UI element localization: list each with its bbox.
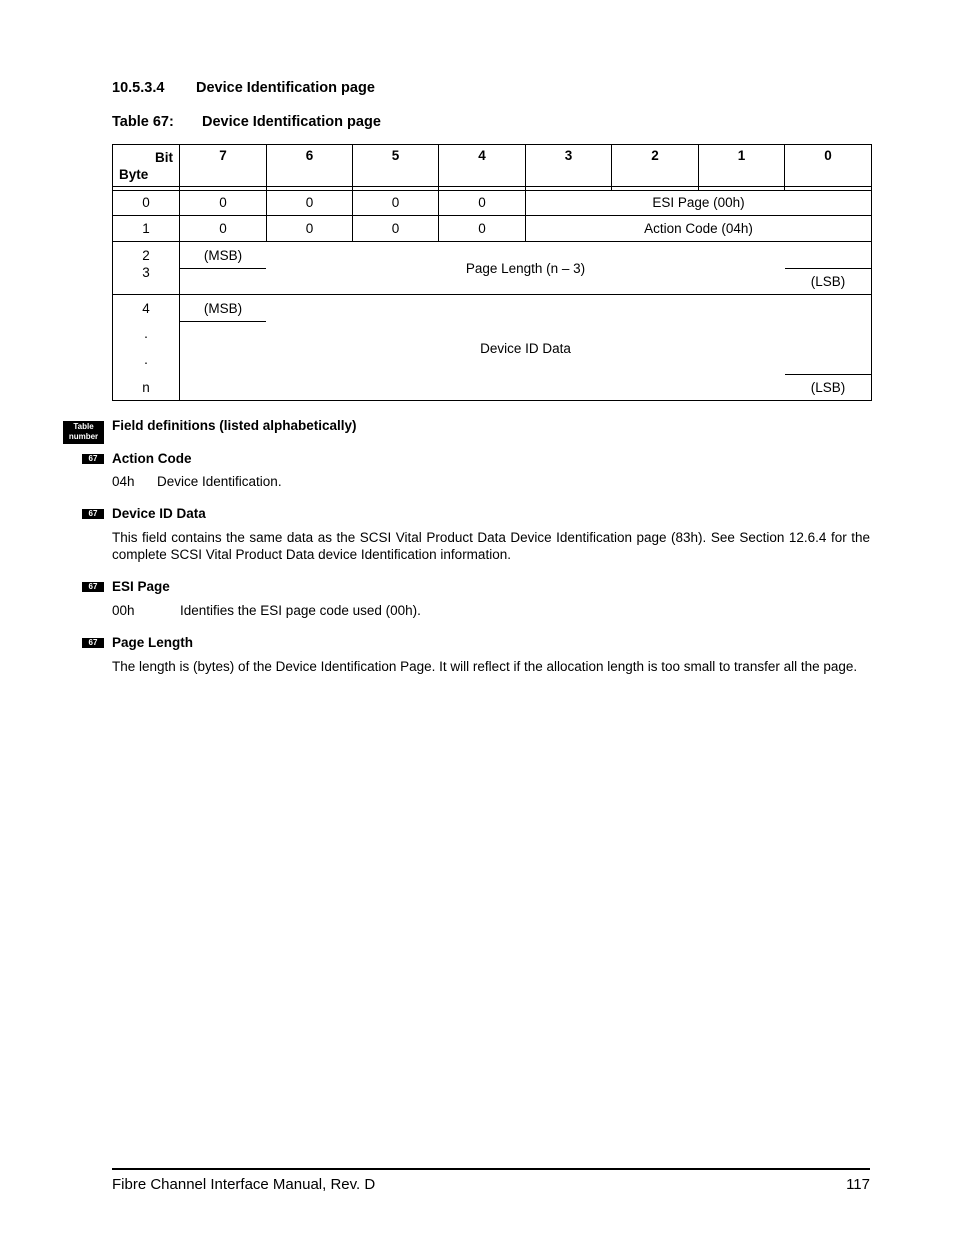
header-bit-6: 6 (305, 148, 314, 163)
field-text-page-length: The length is (bytes) of the Device Identification Page. It will reflect if the allocation length is too small to transfer all the page. (112, 659, 858, 674)
row23-page-length: Page Length (n – 3) (465, 261, 586, 276)
section-title: Device Identification page (196, 80, 375, 96)
table-caption-title: Device Identification page (202, 114, 381, 130)
field-name-action-code: Action Code (112, 451, 192, 466)
row0-bit5: 0 (391, 195, 400, 210)
msb-underline-2 (179, 321, 266, 322)
row4n-msb: (MSB) (203, 301, 243, 316)
footer-rule (112, 1168, 870, 1170)
row1-bit5: 0 (391, 221, 400, 236)
row4n-dot-2: . (144, 352, 148, 367)
row-divider-1-2 (113, 241, 871, 242)
section-number: 10.5.3.4 (112, 80, 165, 96)
field-text-esi-page: Identifies the ESI page code used (00h). (180, 603, 421, 618)
header-byte: Byte (119, 167, 149, 182)
field-badge-page-length: 67 (82, 638, 104, 648)
row0-esi-page: ESI Page (00h) (652, 195, 745, 210)
header-bit-1: 1 (737, 148, 746, 163)
field-text-action-code: Device Identification. (157, 474, 282, 489)
table-caption-label: Table 67: (112, 114, 174, 130)
rown-byte: n (142, 380, 150, 395)
row0-bit4: 0 (478, 195, 486, 210)
lsb-overline-2 (785, 374, 871, 375)
row23-msb: (MSB) (203, 248, 243, 263)
table-number-badge (63, 421, 104, 444)
row-divider-3-4 (113, 294, 871, 295)
row1-bit6: 0 (305, 221, 314, 236)
row-divider-0-1 (113, 215, 871, 216)
header-bit-5: 5 (391, 148, 400, 163)
header-bit-2: 2 (651, 148, 659, 163)
row2-byte: 2 (142, 248, 150, 263)
field-badge-action-code: 67 (82, 454, 104, 464)
row0-bit6: 0 (305, 195, 314, 210)
row0-bit7: 0 (219, 195, 227, 210)
field-text-device-id-data: This field contains the same data as the SCSI Vital Product Data Device Identification page (83h). See Section 12.6.4 for the complete SCSI Vital Product Data device Identification information. (112, 530, 870, 562)
field-badge-esi-page: 67 (82, 582, 104, 592)
row1-bit7: 0 (219, 221, 227, 236)
row1-bit4: 0 (478, 221, 486, 236)
row4n-device-id-data: Device ID Data (480, 341, 571, 356)
field-code-action-code: 04h (112, 474, 135, 489)
header-bit: Bit (155, 150, 173, 165)
header-divider-1 (113, 186, 871, 187)
header-divider-2 (113, 190, 871, 191)
field-definitions-heading: Field definitions (listed alphabetically) (112, 418, 357, 433)
device-identification-table (112, 144, 872, 401)
row1-byte: 1 (142, 221, 150, 236)
table-number-badge-line2: number (68, 432, 99, 441)
row4-byte: 4 (142, 301, 150, 316)
field-name-device-id-data: Device ID Data (112, 506, 206, 521)
row0-byte: 0 (142, 195, 150, 210)
field-badge-device-id-data: 67 (82, 509, 104, 519)
row1-action-code: Action Code (04h) (644, 221, 753, 236)
field-name-esi-page: ESI Page (112, 579, 170, 594)
footer-title: Fibre Channel Interface Manual, Rev. D (112, 1176, 376, 1193)
header-bit-7: 7 (219, 148, 227, 163)
row4n-dot-1: . (144, 326, 148, 341)
field-code-esi-page: 00h (112, 603, 135, 618)
row4n-lsb: (LSB) (810, 380, 846, 395)
table-number-badge-line1: Table (73, 422, 94, 431)
footer-page-number: 117 (846, 1176, 870, 1193)
row23-lsb: (LSB) (810, 274, 846, 289)
field-name-page-length: Page Length (112, 635, 194, 650)
header-bit-0: 0 (824, 148, 832, 163)
header-bit-4: 4 (478, 148, 486, 163)
row3-byte: 3 (142, 265, 150, 280)
header-bit-3: 3 (564, 148, 573, 163)
